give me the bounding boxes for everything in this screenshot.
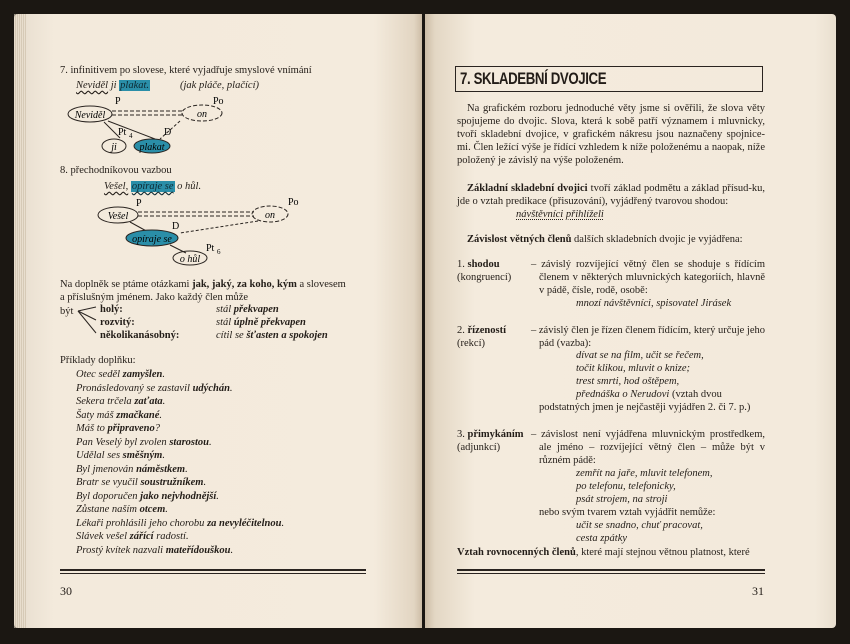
dependency-heading: Závislost větných členů dalších skladebních dvojic je vyjádřena: bbox=[467, 234, 743, 245]
right-footer-rule bbox=[457, 569, 765, 571]
label-p8: P bbox=[136, 198, 142, 209]
shoda-desc: – závislý rozvíjející větný člen se shoduje s řídícím členem v některých mluvnických kategoriích, hlavně v pádě, čísle, rodě, osobě: bbox=[531, 259, 765, 296]
example-row: Sekera trčela zaťata. bbox=[76, 396, 166, 407]
doplnek-line1 bbox=[60, 278, 346, 291]
example-row: Zůstane naším otcem. bbox=[76, 504, 168, 515]
left-page-number: 30 bbox=[60, 584, 72, 598]
node-vesel-label: Vešel bbox=[107, 211, 129, 222]
rizeni-example-3: přednáška o Nerudovi (vztah dvou bbox=[576, 389, 722, 400]
shoda-alt: (kongruencí) bbox=[457, 272, 512, 283]
label-po: Po bbox=[213, 96, 224, 107]
examples-list bbox=[76, 368, 284, 557]
item7-example-a: Neviděl bbox=[76, 80, 109, 91]
item7-example-b: ji bbox=[110, 80, 117, 91]
primykani-desc: – závislost není vyjádřena mluvnickým prostředkem, ale jméno – rozvíjející větný člen – může být v různém pádě: bbox=[531, 429, 765, 466]
primykani-example2-1: cesta zpátky bbox=[576, 533, 628, 544]
example-row: Otec seděl zamyšlen. bbox=[76, 369, 165, 380]
item7-example bbox=[76, 79, 150, 92]
label-po8: Po bbox=[288, 197, 299, 208]
doplnek-l1b: jak, jaký, za koho, kým bbox=[192, 279, 297, 290]
node-nevidel-label: Neviděl bbox=[74, 110, 106, 121]
primykani-example2-0: učit se snadno, chuť pracovat, bbox=[576, 520, 703, 531]
label-pt8: Pt bbox=[206, 243, 215, 254]
rizeni-example-2: trest smrti, hod oštěpem, bbox=[576, 376, 680, 387]
rizeni-desc: – závislý člen je řízen členem řídícím, který určuje jeho pád (vazba): bbox=[531, 325, 765, 349]
basic-pair-example: návštěvníci přihlíželi bbox=[516, 209, 604, 220]
intro-paragraph: Na grafickém rozboru jednoduché věty jsme si ověřili, že slova věty spojujeme do dvojic. Slova, která k sobě patří významem i mluvnicky, tvoří skladební dvojice, v grafickém nákresu jsou naznačeny spojnice-mi. Člen ležící výše je řídící vzhledem k níže položenému a naopak, níže položený je závislý na výše položeném. bbox=[457, 103, 765, 166]
node-opiraje-label: opíraje se bbox=[132, 234, 172, 245]
example-row: Bratr se vyučil soustružníkem. bbox=[76, 477, 207, 488]
primykani-example-2: psát strojem, na stroji bbox=[576, 494, 668, 505]
item8-diagram bbox=[90, 195, 310, 267]
example-row: Šaty máš zmačkané. bbox=[76, 409, 163, 421]
example-row: Lékaři prohlásili jeho chorobu za nevyléčitelnou. bbox=[76, 517, 285, 529]
doplnek-row-ex-0: stál překvapen bbox=[216, 304, 279, 315]
node-ji-label: ji bbox=[111, 142, 117, 153]
primykani-desc2: nebo svým tvarem vztah vyjádřit nemůže: bbox=[539, 507, 716, 518]
example-row: Prostý kvítek nazvali mateřídouškou. bbox=[76, 544, 234, 556]
chapter-title-box bbox=[455, 66, 763, 92]
page-edges bbox=[14, 14, 26, 628]
rizeni-term: 2. řízeností bbox=[457, 325, 506, 336]
doplnek-byt: být bbox=[60, 306, 74, 317]
doplnek-row-label-0: holý: bbox=[100, 304, 123, 315]
example-row: Byl doporučen jako nejvhodnější. bbox=[76, 490, 219, 502]
example-row: Byl jmenován náměstkem. bbox=[76, 463, 188, 475]
item8-example-hl: opíraje se bbox=[131, 181, 174, 192]
example-row: Udělal ses směšným. bbox=[76, 450, 165, 461]
rizeni-alt: (rekcí) bbox=[457, 338, 485, 349]
label-pt: Pt bbox=[118, 127, 127, 138]
item8-example bbox=[104, 180, 201, 193]
rizeni-cont: podstatných jmen je nejčastěji vyjádřen 2. či 7. p.) bbox=[539, 402, 751, 413]
node-ohul-label: o hůl bbox=[179, 254, 201, 265]
primykani-example-0: zemřít na jaře, mluvit telefonem, bbox=[576, 468, 713, 479]
item7-gloss: (jak pláče, plačící) bbox=[180, 80, 260, 91]
right-footer-rule-thin bbox=[457, 573, 765, 574]
example-row: Slávek vešel zářící radostí. bbox=[76, 531, 189, 542]
label-pt8-sub: 6 bbox=[217, 248, 221, 256]
basic-pair-paragraph: Základní skladební dvojici tvoří základ podmětu a základ přísud-ku, jde o vztah predikace (přisuzování), vyjádřený tvarovou shodou: bbox=[457, 183, 765, 207]
shoda-term: 1. shodou bbox=[457, 259, 500, 270]
rizeni-example-1: točit klikou, mluvit o knize; bbox=[576, 363, 691, 374]
label-d: D bbox=[164, 127, 172, 138]
shoda-example: mnozí návštěvníci, spisovatel Jirásek bbox=[576, 298, 732, 309]
node-on-label: on bbox=[197, 109, 207, 120]
doplnek-l1a: Na doplněk se ptáme otázkami bbox=[60, 279, 193, 290]
primykani-term: 3. přimykáním bbox=[457, 429, 524, 440]
byt-branch bbox=[76, 303, 100, 337]
doplnek-row-ex-1: stál úplně překvapen bbox=[216, 317, 306, 328]
label-d8: D bbox=[172, 221, 180, 232]
chapter-title: 7. SKLADEBNÍ DVOJICE bbox=[460, 69, 607, 88]
node-on8-label: on bbox=[265, 210, 275, 221]
left-footer-rule-thin bbox=[60, 573, 366, 574]
rovno-line: Vztah rovnocenných členů, které mají stejnou větnou platnost, které bbox=[457, 547, 750, 558]
example-row: Máš to připraveno? bbox=[76, 423, 160, 434]
left-footer-rule bbox=[60, 569, 366, 571]
item7-heading: 7. infinitivem po slovese, které vyjadřuje smyslové vnímání bbox=[60, 65, 312, 76]
primykani-example-1: po telefonu, telefonicky, bbox=[576, 481, 676, 492]
primykani-alt: (adjunkcí) bbox=[457, 442, 501, 453]
item8-example-a: Vešel, bbox=[104, 181, 129, 192]
rizeni-example-0: dívat se na film, učit se řečem, bbox=[576, 350, 704, 361]
doplnek-line2: a příslušným jménem. Jako každý člen může bbox=[60, 292, 249, 303]
doplnek-l1c: a slovesem bbox=[296, 279, 346, 290]
example-row: Pronásledovaný se zastavil udýchán. bbox=[76, 382, 233, 394]
doplnek-row-ex-2: cítil se šťasten a spokojen bbox=[216, 330, 328, 341]
item7-diagram bbox=[60, 92, 260, 156]
label-pt-sub: 4 bbox=[129, 132, 133, 140]
item8-example-b: o hůl. bbox=[177, 181, 202, 192]
label-p: P bbox=[115, 96, 121, 107]
node-plakat-label: plakat bbox=[139, 142, 165, 153]
doplnek-row-label-2: několikanásobný: bbox=[100, 330, 180, 341]
example-row: Pan Veselý byl zvolen starostou. bbox=[76, 436, 212, 448]
item8-heading: 8. přechodníkovou vazbou bbox=[60, 165, 172, 176]
doplnek-row-label-1: rozvitý: bbox=[100, 317, 135, 328]
item7-example-hl: plakat. bbox=[120, 80, 150, 91]
right-page-number: 31 bbox=[752, 584, 764, 598]
examples-heading: Příklady doplňku: bbox=[60, 355, 136, 366]
